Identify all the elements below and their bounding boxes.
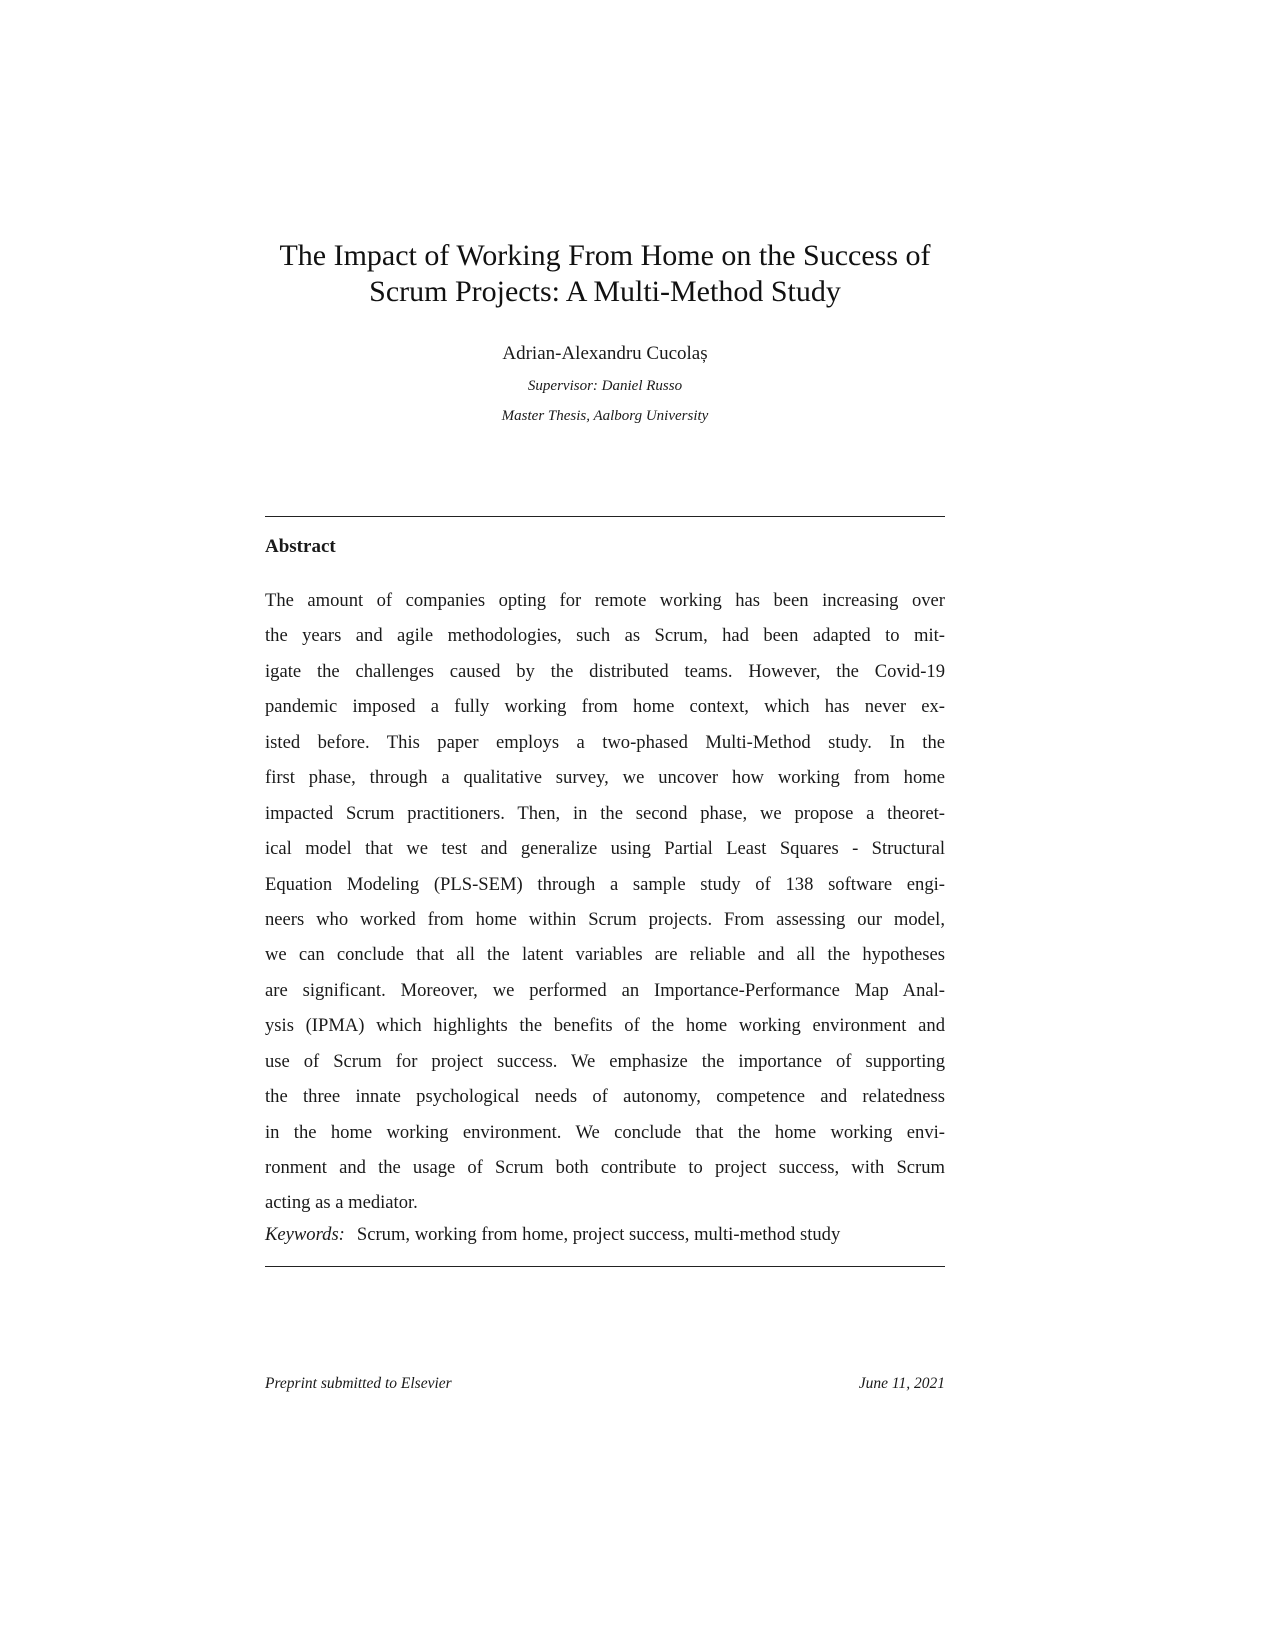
abstract-line: we can conclude that all the latent variables are reliable and all the hypotheses bbox=[265, 944, 945, 966]
footer-date: June 11, 2021 bbox=[858, 1375, 945, 1392]
supervisor: Supervisor: Daniel Russo bbox=[527, 378, 683, 394]
bottom-rule bbox=[265, 1266, 945, 1267]
abstract-line: neers who worked from home within Scrum projects. From assessing our model, bbox=[265, 908, 945, 930]
abstract-heading: Abstract bbox=[265, 536, 336, 557]
title-line-2: Scrum Projects: A Multi-Method Study bbox=[369, 275, 841, 308]
affiliation: Master Thesis, Aalborg University bbox=[501, 408, 709, 424]
keywords-label: Keywords: bbox=[265, 1224, 345, 1245]
abstract-line: ronment and the usage of Scrum both contribute to project success, with Scrum bbox=[265, 1157, 945, 1178]
author-name: Adrian-Alexandru Cucolaș bbox=[502, 343, 708, 364]
abstract-line: Equation Modeling (PLS-SEM) through a sample study of 138 software engi- bbox=[265, 873, 945, 895]
abstract-line: the years and agile methodologies, such as Scrum, had been adapted to mit- bbox=[265, 625, 945, 647]
paper-title bbox=[200, 238, 1010, 310]
abstract-line: in the home working environment. We conclude that the home working envi- bbox=[265, 1121, 945, 1143]
abstract-line: first phase, through a qualitative survey, we uncover how working from home bbox=[265, 767, 945, 789]
abstract-line: ical model that we test and generalize using Partial Least Squares - Structural bbox=[265, 838, 945, 860]
footer-preprint-note: Preprint submitted to Elsevier bbox=[265, 1375, 452, 1392]
top-rule bbox=[265, 516, 945, 517]
abstract-line: pandemic imposed a fully working from home context, which has never ex- bbox=[265, 696, 945, 718]
abstract-line: use of Scrum for project success. We emphasize the importance of supporting bbox=[265, 1050, 945, 1072]
keywords bbox=[265, 1223, 955, 1247]
abstract-line: ysis (IPMA) which highlights the benefits of the home working environment and bbox=[265, 1015, 945, 1037]
abstract-line: The amount of companies opting for remote working has been increasing over bbox=[265, 590, 945, 611]
title-line-1: The Impact of Working From Home on the Success of bbox=[279, 239, 931, 272]
abstract-line: the three innate psychological needs of autonomy, competence and relatedness bbox=[265, 1086, 945, 1108]
abstract-body bbox=[265, 583, 945, 1221]
keywords-list: Scrum, working from home, project success, multi-method study bbox=[356, 1224, 841, 1245]
abstract-line: acting as a mediator. bbox=[265, 1192, 418, 1214]
abstract-line: isted before. This paper employs a two-phased Multi-Method study. In the bbox=[265, 731, 945, 753]
abstract-line: igate the challenges caused by the distributed teams. However, the Covid-19 bbox=[265, 660, 945, 682]
abstract-line: are significant. Moreover, we performed an Importance-Performance Map Anal- bbox=[265, 979, 945, 1001]
abstract-line: impacted Scrum practitioners. Then, in the second phase, we propose a theoret- bbox=[265, 802, 945, 824]
